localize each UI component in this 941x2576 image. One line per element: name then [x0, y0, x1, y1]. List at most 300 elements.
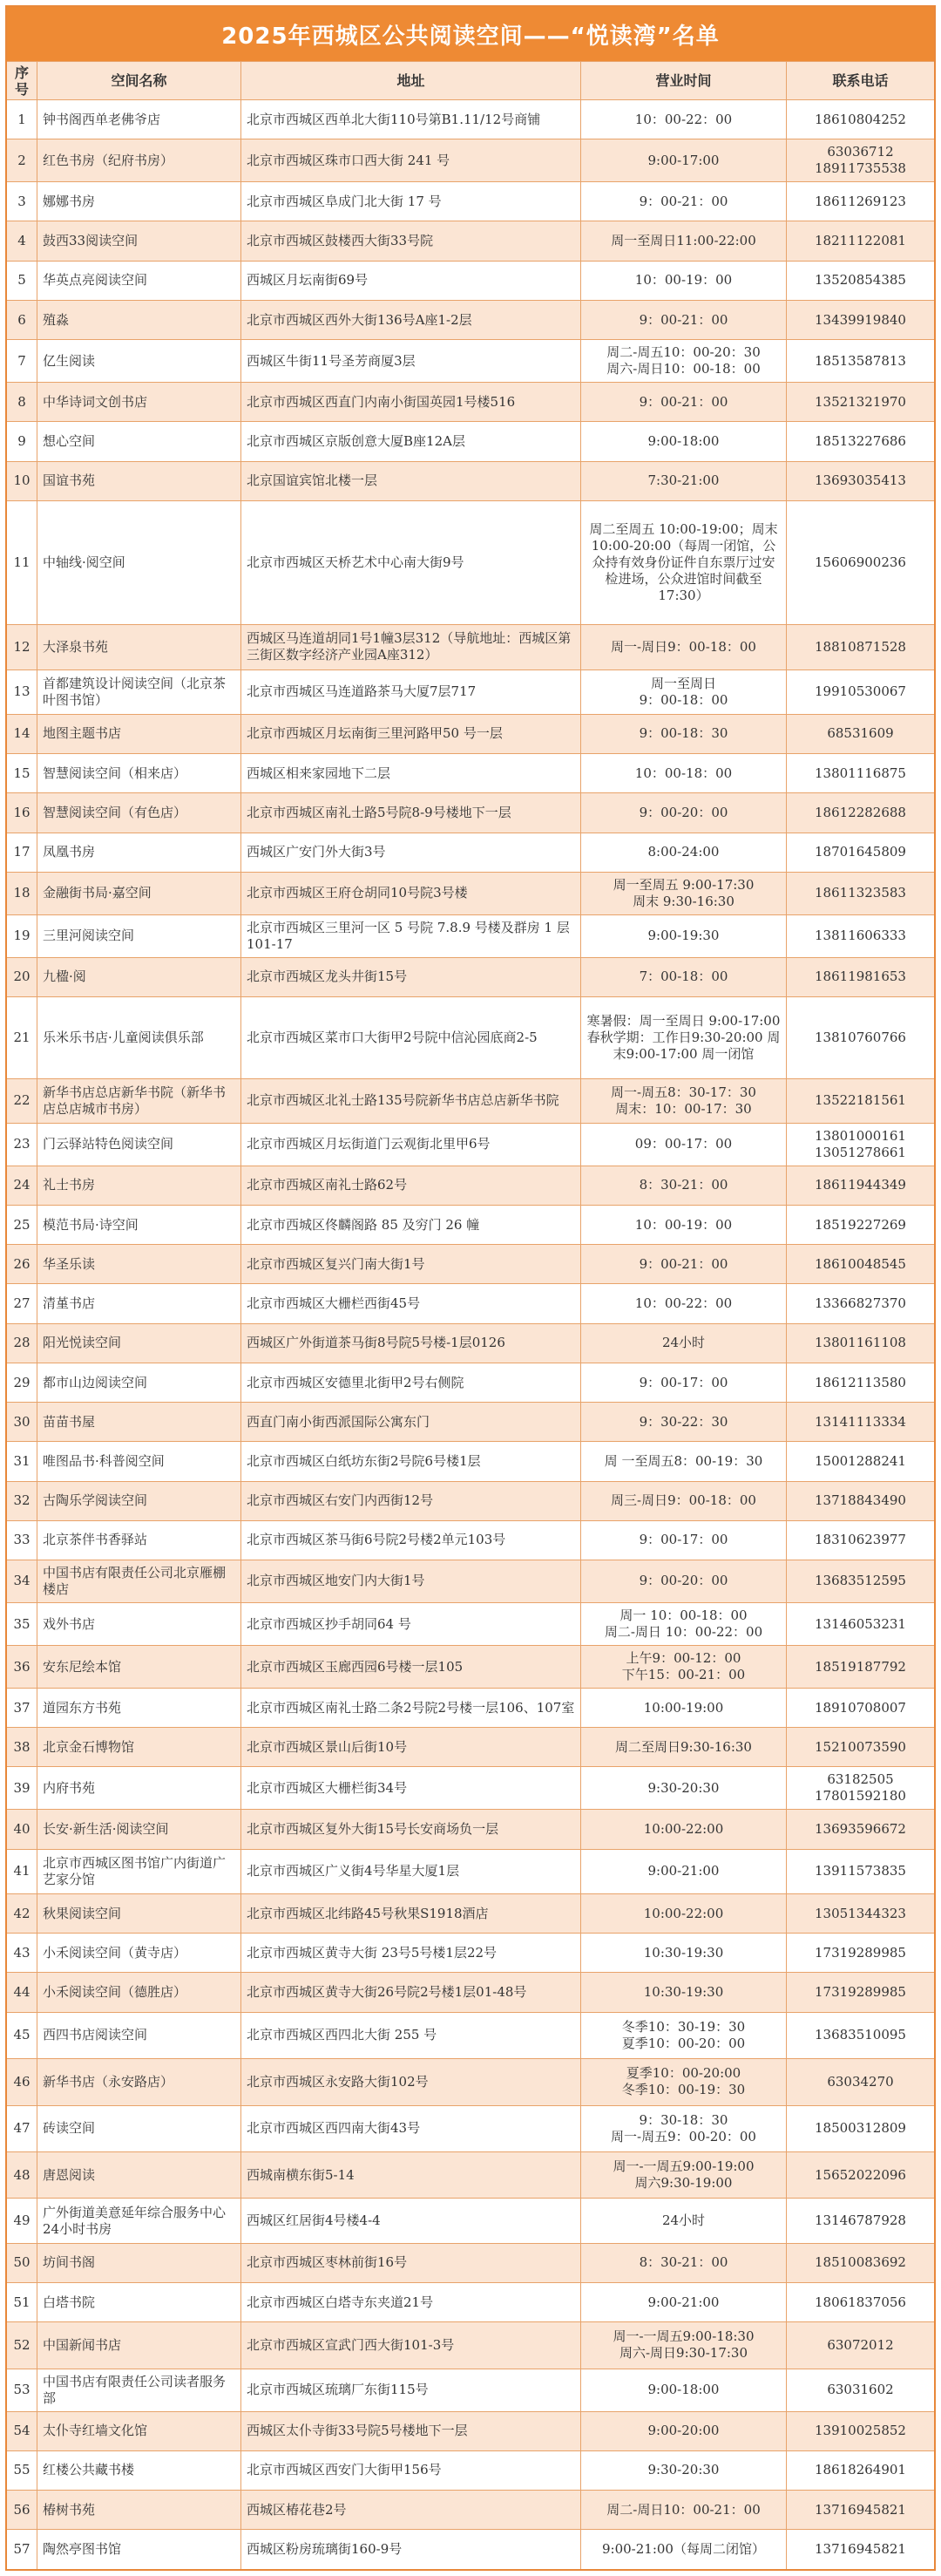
row-tel: 18701645809: [786, 833, 934, 872]
row-address: 西城区牛街11号圣芳商厦3层: [240, 340, 580, 382]
row-name: 想心空间: [37, 422, 240, 460]
row-name: 阳光悦读空间: [37, 1324, 240, 1363]
header-no: 序 号: [14, 64, 29, 98]
row-hours: 寒暑假：周一至周日 9:00-17:00 春秋学期：工作日9:30-20:00 周末9:00-17:00 周一闭馆: [580, 997, 786, 1078]
row-address: 北京市西城区珠市口西大街 241 号: [240, 139, 580, 181]
row-hours: 周一-一周五9:00-18:30 周六-周日9:30-17:30: [580, 2322, 786, 2368]
row-name: 地图主题书店: [37, 715, 240, 753]
row-tel: 13521321970: [786, 383, 934, 421]
table-row: [7, 1520, 934, 1560]
row-tel: 13683510095: [786, 2013, 934, 2058]
row-no: 37: [13, 1699, 30, 1716]
row-hours: 9:30-20:30: [580, 1767, 786, 1809]
table-row: [7, 996, 934, 1078]
row-address: 北京市西城区菜市口大街甲2号院中信沁园底商2-5: [240, 997, 580, 1078]
row-no: 42: [13, 1905, 30, 1921]
row-name: 苗苗书屋: [37, 1403, 240, 1441]
row-address: 西城区马连道胡同1号1幢3层312（导航地址：西城区第三街区数字经济产业园A座312）: [240, 625, 580, 669]
row-address: 北京市西城区南礼士路62号: [240, 1166, 580, 1205]
row-tel: 13051344323: [786, 1894, 934, 1933]
row-address: 西城区相来家园地下二层: [240, 754, 580, 792]
row-name: 中国书店有限责任公司读者服务部: [37, 2369, 240, 2411]
row-hours: 9：30-18：30 周一-周五9：00-20：00: [580, 2106, 786, 2151]
row-address: 北京市西城区黄寺大街26号院2号楼1层01-48号: [240, 1973, 580, 2011]
row-name: 古陶乐学阅读空间: [37, 1482, 240, 1520]
row-hours: 周一至周日11:00-22:00: [580, 221, 786, 260]
row-tel: 15606900236: [786, 501, 934, 625]
row-tel: 13718843490: [786, 1482, 934, 1520]
row-tel: 13810760766: [786, 997, 934, 1078]
table-row: [7, 300, 934, 339]
row-tel: 13801000161 13051278661: [786, 1124, 934, 1166]
table-row: [7, 957, 934, 996]
row-no: 18: [13, 885, 30, 901]
row-hours: 8:00-24:00: [580, 833, 786, 872]
table-row: [7, 872, 934, 914]
row-address: 北京国谊宾馆北楼一层: [240, 462, 580, 500]
table-row: [7, 221, 934, 260]
row-name: 九楹·阅: [37, 958, 240, 996]
row-tel: 63036712 18911735538: [786, 139, 934, 181]
row-name: 中国书店有限责任公司北京雁棚楼店: [37, 1560, 240, 1602]
table-row: [7, 99, 934, 139]
row-no: 43: [13, 1944, 30, 1961]
table-row: [7, 261, 934, 300]
table-row: [7, 2198, 934, 2242]
row-address: 北京市西城区三里河一区 5 号院 7.8.9 号楼及群房 1 层 101-17: [240, 915, 580, 957]
row-name: 清堇书店: [37, 1284, 240, 1322]
row-address: 北京市西城区天桥艺术中心南大街9号: [240, 501, 580, 625]
table-row: [7, 1481, 934, 1520]
table-row: [7, 2411, 934, 2450]
row-no: 27: [13, 1295, 30, 1312]
row-name: 金融街书局·嘉空间: [37, 873, 240, 914]
row-tel: 18612113580: [786, 1363, 934, 1402]
table-row: [7, 421, 934, 460]
row-address: 北京市西城区龙头井街15号: [240, 958, 580, 996]
row-tel: 18611981653: [786, 958, 934, 996]
row-address: 北京市西城区月坛街道门云观街北里甲6号: [240, 1124, 580, 1166]
row-name: 北京金石博物馆: [37, 1728, 240, 1766]
row-hours: 9：00-20：00: [580, 1560, 786, 1602]
row-tel: 13716945821: [786, 2530, 934, 2568]
row-name: 红色书房（纪府书房）: [37, 139, 240, 181]
row-name: 砖读空间: [37, 2106, 240, 2151]
row-no: 49: [13, 2212, 30, 2229]
table-row: [7, 1078, 934, 1123]
row-address: 北京市西城区枣林前街16号: [240, 2244, 580, 2282]
row-name: 内府书苑: [37, 1767, 240, 1809]
table-row: [7, 1933, 934, 1972]
row-tel: 13716945821: [786, 2491, 934, 2529]
row-no: 23: [13, 1136, 30, 1152]
table-row: [7, 1402, 934, 1441]
row-address: 北京市西城区西四南大街43号: [240, 2106, 580, 2151]
row-no: 51: [13, 2294, 30, 2310]
row-address: 北京市西城区西外大街136号A座1-2层: [240, 301, 580, 339]
table-row: [7, 1809, 934, 1848]
row-address: 北京市西城区白塔寺东夹道21号: [240, 2283, 580, 2321]
table-row: [7, 792, 934, 832]
row-no: 40: [13, 1821, 30, 1838]
table-row: [7, 2058, 934, 2104]
table-row: [7, 2490, 934, 2529]
row-hours: 24小时: [580, 1324, 786, 1363]
row-address: 北京市西城区复兴门南大街1号: [240, 1245, 580, 1283]
row-no: 47: [13, 2120, 30, 2137]
row-name: 广外街道美意延年综合服务中心24小时书房: [37, 2199, 240, 2242]
row-hours: 周一-一周五9:00-19:00 周六9:30-19:00: [580, 2152, 786, 2198]
page-title: 2025年西城区公共阅读空间——“悦读湾”名单: [7, 7, 934, 61]
row-address: 北京市西城区琉璃厂东街115号: [240, 2369, 580, 2411]
row-tel: 18519187792: [786, 1646, 934, 1688]
row-hours: 周一至周五 9:00-17:30 周末 9:30-16:30: [580, 873, 786, 914]
row-name: 模范书局·诗空间: [37, 1206, 240, 1244]
row-hours: 7：00-18：00: [580, 958, 786, 996]
row-tel: 18513227686: [786, 422, 934, 460]
row-no: 4: [17, 233, 26, 249]
row-tel: 13146053231: [786, 1603, 934, 1645]
row-name: 殖淼: [37, 301, 240, 339]
row-hours: 周二-周五10：00-20：30 周六-周日10：00-18：00: [580, 340, 786, 382]
row-hours: 9：00-21：00: [580, 383, 786, 421]
row-name: 坊间书阁: [37, 2244, 240, 2282]
row-hours: 9:00-21:00: [580, 1850, 786, 1893]
header-tel: 联系电话: [786, 62, 934, 99]
row-hours: 9：00-21：00: [580, 182, 786, 221]
row-name: 西四书店阅读空间: [37, 2013, 240, 2058]
row-tel: 18610804252: [786, 100, 934, 139]
row-address: 北京市西城区广义街4号华星大厦1层: [240, 1850, 580, 1893]
row-name: 唯图品书·科普阅空间: [37, 1442, 240, 1480]
row-hours: 10：00-19：00: [580, 1206, 786, 1244]
row-name: 娜娜书房: [37, 182, 240, 221]
row-hours: 9:00-18:00: [580, 2369, 786, 2411]
row-address: 北京市西城区鼓楼西大街33号院: [240, 221, 580, 260]
table-row: [7, 181, 934, 221]
table-row: [7, 2369, 934, 2411]
table-row: [7, 1244, 934, 1283]
row-hours: 9：00-20：00: [580, 793, 786, 832]
row-no: 33: [13, 1532, 30, 1548]
row-no: 12: [13, 638, 30, 655]
row-tel: 63072012: [786, 2322, 934, 2368]
row-address: 北京市西城区阜成门北大街 17 号: [240, 182, 580, 221]
row-address: 北京市西城区西直门内南小街国英园1号楼516: [240, 383, 580, 421]
row-address: 北京市西城区抄手胡同64 号: [240, 1603, 580, 1645]
table-row: [7, 139, 934, 181]
row-tel: 18310623977: [786, 1521, 934, 1560]
row-hours: 10:30-19:30: [580, 1934, 786, 1972]
row-hours: 9:00-18:00: [580, 422, 786, 460]
row-hours: 9：00-18：30: [580, 715, 786, 753]
table-row: [7, 1849, 934, 1893]
table-row: [7, 2529, 934, 2568]
row-name: 凤凰书房: [37, 833, 240, 872]
row-tel: 18519227269: [786, 1206, 934, 1244]
row-hours: 9：00-21：00: [580, 301, 786, 339]
row-no: 17: [13, 844, 30, 860]
row-address: 北京市西城区复外大街15号长安商场负一层: [240, 1810, 580, 1848]
table-header-row: [7, 61, 934, 99]
row-hours: 9:00-21:00: [580, 2283, 786, 2321]
row-hours: 8：30-21：00: [580, 2244, 786, 2282]
row-tel: 19910530067: [786, 670, 934, 714]
table-row: [7, 2105, 934, 2151]
header-name: 空间名称: [37, 62, 240, 99]
table-body: [7, 99, 934, 2569]
row-address: 北京市西城区大栅栏西街45号: [240, 1284, 580, 1322]
row-address: 北京市西城区西四北大街 255 号: [240, 2013, 580, 2058]
table-row: [7, 1602, 934, 1645]
table-row: [7, 461, 934, 500]
row-hours: 9：00-21：00: [580, 1245, 786, 1283]
row-name: 北京茶伴书香驿站: [37, 1521, 240, 1560]
row-address: 北京市西城区白纸坊东街2号院6号楼1层: [240, 1442, 580, 1480]
row-name: 华英点亮阅读空间: [37, 262, 240, 300]
table-row: [7, 714, 934, 753]
row-name: 中华诗词文创书店: [37, 383, 240, 421]
header-address: 地址: [240, 62, 580, 99]
table-row: [7, 339, 934, 382]
row-no: 25: [13, 1216, 30, 1233]
row-no: 6: [17, 311, 26, 328]
row-no: 36: [13, 1658, 30, 1675]
row-address: 北京市西城区安德里北街甲2号右侧院: [240, 1363, 580, 1402]
row-hours: 9:30-20:30: [580, 2451, 786, 2490]
row-no: 52: [13, 2336, 30, 2353]
row-address: 北京市西城区右安门内西街12号: [240, 1482, 580, 1520]
row-address: 西城区广外街道茶马街8号院5号楼-1层0126: [240, 1324, 580, 1363]
row-name: 钟书阁西单老佛爷店: [37, 100, 240, 139]
row-no: 41: [13, 1863, 30, 1879]
row-no: 46: [13, 2073, 30, 2090]
row-tel: 13811606333: [786, 915, 934, 957]
row-tel: 18510083692: [786, 2244, 934, 2282]
row-no: 21: [13, 1029, 30, 1045]
table-row: [7, 1727, 934, 1766]
table-row: [7, 1205, 934, 1244]
row-name: 唐恩阅读: [37, 2152, 240, 2198]
row-address: 西直门南小街西派国际公寓东门: [240, 1403, 580, 1441]
row-tel: 63034270: [786, 2059, 934, 2104]
row-address: 西城区红居街4号楼4-4: [240, 2199, 580, 2242]
row-no: 1: [17, 111, 26, 127]
row-name: 国谊书苑: [37, 462, 240, 500]
row-no: 3: [17, 193, 26, 209]
row-tel: 18618264901: [786, 2451, 934, 2490]
row-address: 西城区月坛南街69号: [240, 262, 580, 300]
row-tel: 15001288241: [786, 1442, 934, 1480]
row-hours: 10：00-18：00: [580, 754, 786, 792]
row-address: 北京市西城区宣武门西大街101-3号: [240, 2322, 580, 2368]
row-tel: 68531609: [786, 715, 934, 753]
reading-space-table: [7, 61, 934, 2569]
row-tel: 15652022096: [786, 2152, 934, 2198]
row-tel: 18211122081: [786, 221, 934, 260]
row-tel: 13683512595: [786, 1560, 934, 1602]
row-no: 44: [13, 1983, 30, 2000]
header-hours: 营业时间: [580, 62, 786, 99]
row-name: 白塔书院: [37, 2283, 240, 2321]
row-address: 北京市西城区南礼士路二条2号院2号楼一层106、107室: [240, 1689, 580, 1727]
row-no: 15: [13, 765, 30, 781]
row-name: 太仆寺红墙文化馆: [37, 2412, 240, 2450]
row-hours: 9:00-17:00: [580, 139, 786, 181]
row-tel: 13520854385: [786, 262, 934, 300]
row-name: 红楼公共藏书楼: [37, 2451, 240, 2490]
row-name: 亿生阅读: [37, 340, 240, 382]
row-address: 西城南横东街5-14: [240, 2152, 580, 2198]
row-hours: 7:30-21:00: [580, 462, 786, 500]
row-tel: 18061837056: [786, 2283, 934, 2321]
table-row: [7, 2282, 934, 2321]
row-name: 北京市西城区图书馆广内街道广艺家分馆: [37, 1850, 240, 1893]
row-no: 28: [13, 1335, 30, 1351]
row-name: 小禾阅读空间（黄寺店）: [37, 1934, 240, 1972]
table-row: [7, 1323, 934, 1363]
row-address: 北京市西城区南礼士路5号院8-9号楼地下一层: [240, 793, 580, 832]
table-row: [7, 1893, 934, 1933]
row-tel: 13801161108: [786, 1324, 934, 1363]
table-row: [7, 1560, 934, 1602]
row-name: 小禾阅读空间（德胜店）: [37, 1973, 240, 2011]
row-tel: 18612282688: [786, 793, 934, 832]
table-row: [7, 1283, 934, 1322]
row-name: 长安·新生活·阅读空间: [37, 1810, 240, 1848]
row-address: 西城区太仆寺街33号院5号楼地下一层: [240, 2412, 580, 2450]
row-no: 13: [13, 683, 30, 700]
row-tel: 13693596672: [786, 1810, 934, 1848]
row-no: 5: [17, 272, 26, 289]
row-hours: 10：00-22：00: [580, 1284, 786, 1322]
row-tel: 13522181561: [786, 1079, 934, 1123]
row-address: 北京市西城区永安路大街102号: [240, 2059, 580, 2104]
table-row: [7, 2012, 934, 2058]
row-address: 北京市西城区月坛南街三里河路甲50 号一层: [240, 715, 580, 753]
row-no: 34: [13, 1573, 30, 1589]
row-hours: 9:00-20:00: [580, 2412, 786, 2450]
row-hours: 周 一至周五8：00-19：30: [580, 1442, 786, 1480]
row-tel: 18611269123: [786, 182, 934, 221]
row-hours: 9:00-19:30: [580, 915, 786, 957]
row-name: 大泽泉书苑: [37, 625, 240, 669]
row-tel: 13801116875: [786, 754, 934, 792]
table-row: [7, 1645, 934, 1688]
table-row: [7, 500, 934, 625]
table-row: [7, 2450, 934, 2490]
row-hours: 9：00-17：00: [580, 1363, 786, 1402]
row-no: 20: [13, 969, 30, 985]
table-row: [7, 1363, 934, 1402]
row-hours: 10:00-22:00: [580, 1894, 786, 1933]
row-no: 7: [17, 352, 26, 369]
row-hours: 夏季10：00-20:00 冬季10：00-19：30: [580, 2059, 786, 2104]
row-tel: 13910025852: [786, 2412, 934, 2450]
row-tel: 17319289985: [786, 1973, 934, 2011]
row-no: 24: [13, 1177, 30, 1193]
row-no: 19: [13, 928, 30, 944]
row-hours: 09：00-17：00: [580, 1124, 786, 1166]
row-no: 31: [13, 1452, 30, 1469]
row-name: 新华书店总店新华书院（新华书店总店城市书房）: [37, 1079, 240, 1123]
row-tel: 13439919840: [786, 301, 934, 339]
row-hours: 9:00-21:00（每周二闭馆）: [580, 2530, 786, 2568]
row-address: 北京市西城区黄寺大街 23号5号楼1层22号: [240, 1934, 580, 1972]
row-no: 10: [13, 472, 30, 489]
reading-space-list: [5, 5, 936, 2571]
row-hours: 24小时: [580, 2199, 786, 2242]
row-no: 55: [13, 2462, 30, 2478]
row-hours: 周一-周五8：30-17：30 周末：10：00-17：30: [580, 1079, 786, 1123]
row-tel: 13693035413: [786, 462, 934, 500]
row-no: 11: [13, 554, 30, 571]
row-tel: 17319289985: [786, 1934, 934, 1972]
row-name: 道园东方书苑: [37, 1689, 240, 1727]
row-address: 西城区粉房琉璃街160-9号: [240, 2530, 580, 2568]
table-row: [7, 1766, 934, 1809]
row-name: 都市山边阅读空间: [37, 1363, 240, 1402]
row-name: 鼓西33阅读空间: [37, 221, 240, 260]
row-hours: 周一 10：00-18：00 周二-周日 10：00-22：00: [580, 1603, 786, 1645]
table-row: [7, 833, 934, 872]
row-no: 16: [13, 804, 30, 820]
table-row: [7, 753, 934, 792]
row-name: 秋果阅读空间: [37, 1894, 240, 1933]
row-no: 50: [13, 2254, 30, 2271]
table-row: [7, 2243, 934, 2282]
row-hours: 周三-周日9：00-18：00: [580, 1482, 786, 1520]
row-hours: 10:00-19:00: [580, 1689, 786, 1727]
table-row: [7, 2321, 934, 2368]
row-name: 陶然亭图书馆: [37, 2530, 240, 2568]
row-name: 中国新闻书店: [37, 2322, 240, 2368]
row-hours: 10：00-22：00: [580, 100, 786, 139]
row-no: 29: [13, 1374, 30, 1390]
row-name: 新华书店（永安路店）: [37, 2059, 240, 2104]
row-address: 北京市西城区西单北大街110号第B1.11/12号商铺: [240, 100, 580, 139]
row-no: 14: [13, 725, 30, 742]
row-tel: 13146787928: [786, 2199, 934, 2242]
row-no: 53: [13, 2382, 30, 2398]
row-no: 48: [13, 2166, 30, 2183]
row-hours: 周二-周日10：00-21：00: [580, 2491, 786, 2529]
row-hours: 周二至周日9:30-16:30: [580, 1728, 786, 1766]
row-tel: 18611944349: [786, 1166, 934, 1205]
row-name: 中轴线·阅空间: [37, 501, 240, 625]
row-hours: 10:00-22:00: [580, 1810, 786, 1848]
row-no: 2: [17, 152, 26, 168]
row-name: 门云驿站特色阅读空间: [37, 1124, 240, 1166]
row-tel: 13141113334: [786, 1403, 934, 1441]
row-hours: 9：00-17：00: [580, 1521, 786, 1560]
table-row: [7, 1441, 934, 1480]
row-name: 三里河阅读空间: [37, 915, 240, 957]
table-row: [7, 624, 934, 669]
row-no: 54: [13, 2423, 30, 2439]
row-address: 北京市西城区佟麟阁路 85 及穷门 26 幢: [240, 1206, 580, 1244]
row-hours: 周一-周日9：00-18：00: [580, 625, 786, 669]
row-hours: 10：00-19：00: [580, 262, 786, 300]
row-name: 礼士书房: [37, 1166, 240, 1205]
row-no: 9: [17, 432, 26, 449]
row-tel: 15210073590: [786, 1728, 934, 1766]
row-no: 26: [13, 1255, 30, 1272]
row-address: 北京市西城区马连道路茶马大厦7层717: [240, 670, 580, 714]
row-hours: 上午9：00-12：00 下午15：00-21：00: [580, 1646, 786, 1688]
row-hours: 9：30-22：30: [580, 1403, 786, 1441]
table-row: [7, 1688, 934, 1727]
